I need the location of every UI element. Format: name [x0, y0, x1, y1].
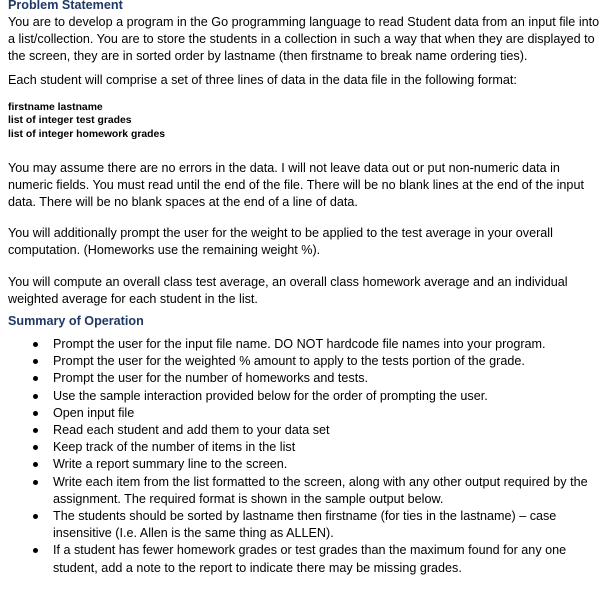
bullet-icon	[33, 445, 38, 450]
bullet-icon	[33, 394, 38, 399]
bullet-icon	[33, 548, 38, 553]
problem-statement-paragraph-4: You will additionally prompt the user for the weight to be applied to the test average in your overall computation. (Homeworks use the remaining weight %).	[8, 226, 553, 258]
summary-of-operation-heading: Summary of Operation	[8, 314, 144, 329]
list-item: Prompt the user for the input file name. DO NOT hardcode file names into your program.	[8, 336, 608, 353]
problem-statement-paragraph-5: You will compute an overall class test average, an overall class homework average and an individual weighted average for each student in the list.	[8, 274, 568, 306]
format-line-homework: list of integer homework grades	[8, 129, 166, 140]
list-item: Prompt the user for the number of homeworks and tests.	[8, 370, 608, 387]
operation-bullet-list	[8, 336, 608, 577]
list-item: Use the sample interaction provided below for the order of prompting the user.	[8, 388, 608, 405]
bullet-icon	[33, 411, 38, 416]
problem-statement-paragraph-2: Each student will comprise a set of three lines of data in the data file in the following format:	[8, 72, 517, 87]
bullet-icon	[33, 480, 38, 485]
problem-statement-paragraph-3: You may assume there are no errors in the data. I will not leave data out or put non-numeric data in numeric fields. You must read until the end of the file. There will be no blank lines at the end of the input data. There will be no blank spaces at the end of a line of data.	[8, 160, 584, 209]
problem-statement-paragraph-1: You are to develop a program in the Go programming language to read Student data from an input file into a list/collection. You are to store the students in a collection in such a way that when they are displayed to the screen, they are in sorted order by lastname (then firstname to break name ordering ties).	[8, 15, 600, 64]
document-page	[8, 0, 608, 577]
bullet-icon	[33, 359, 38, 364]
format-line-name: firstname lastname	[8, 101, 103, 113]
data-format-block	[8, 101, 608, 142]
format-line-tests: list of integer test grades	[8, 115, 132, 127]
bullet-icon	[33, 514, 38, 519]
list-item: If a student has fewer homework grades or test grades than the maximum found for any one student, add a note to the report to indicate there may be missing grades.	[8, 542, 608, 576]
list-item: Read each student and add them to your data set	[8, 422, 608, 439]
list-item: Write a report summary line to the screen.	[8, 456, 608, 473]
list-item: Open input file	[8, 405, 608, 422]
list-item: Prompt the user for the weighted % amount to apply to the tests portion of the grade.	[8, 353, 608, 370]
bullet-icon	[33, 428, 38, 433]
list-item: Write each item from the list formatted to the screen, along with any other output required by the assignment. The required format is shown in the sample output below.	[8, 474, 608, 508]
bullet-icon	[33, 342, 38, 347]
list-item: The students should be sorted by lastname then firstname (for ties in the lastname) – case insensitive (I.e. Allen is the same thing as ALLEN).	[8, 508, 608, 542]
problem-statement-heading: Problem Statement	[8, 0, 123, 12]
bullet-icon	[33, 376, 38, 381]
bullet-icon	[33, 462, 38, 467]
list-item: Keep track of the number of items in the list	[8, 439, 608, 456]
